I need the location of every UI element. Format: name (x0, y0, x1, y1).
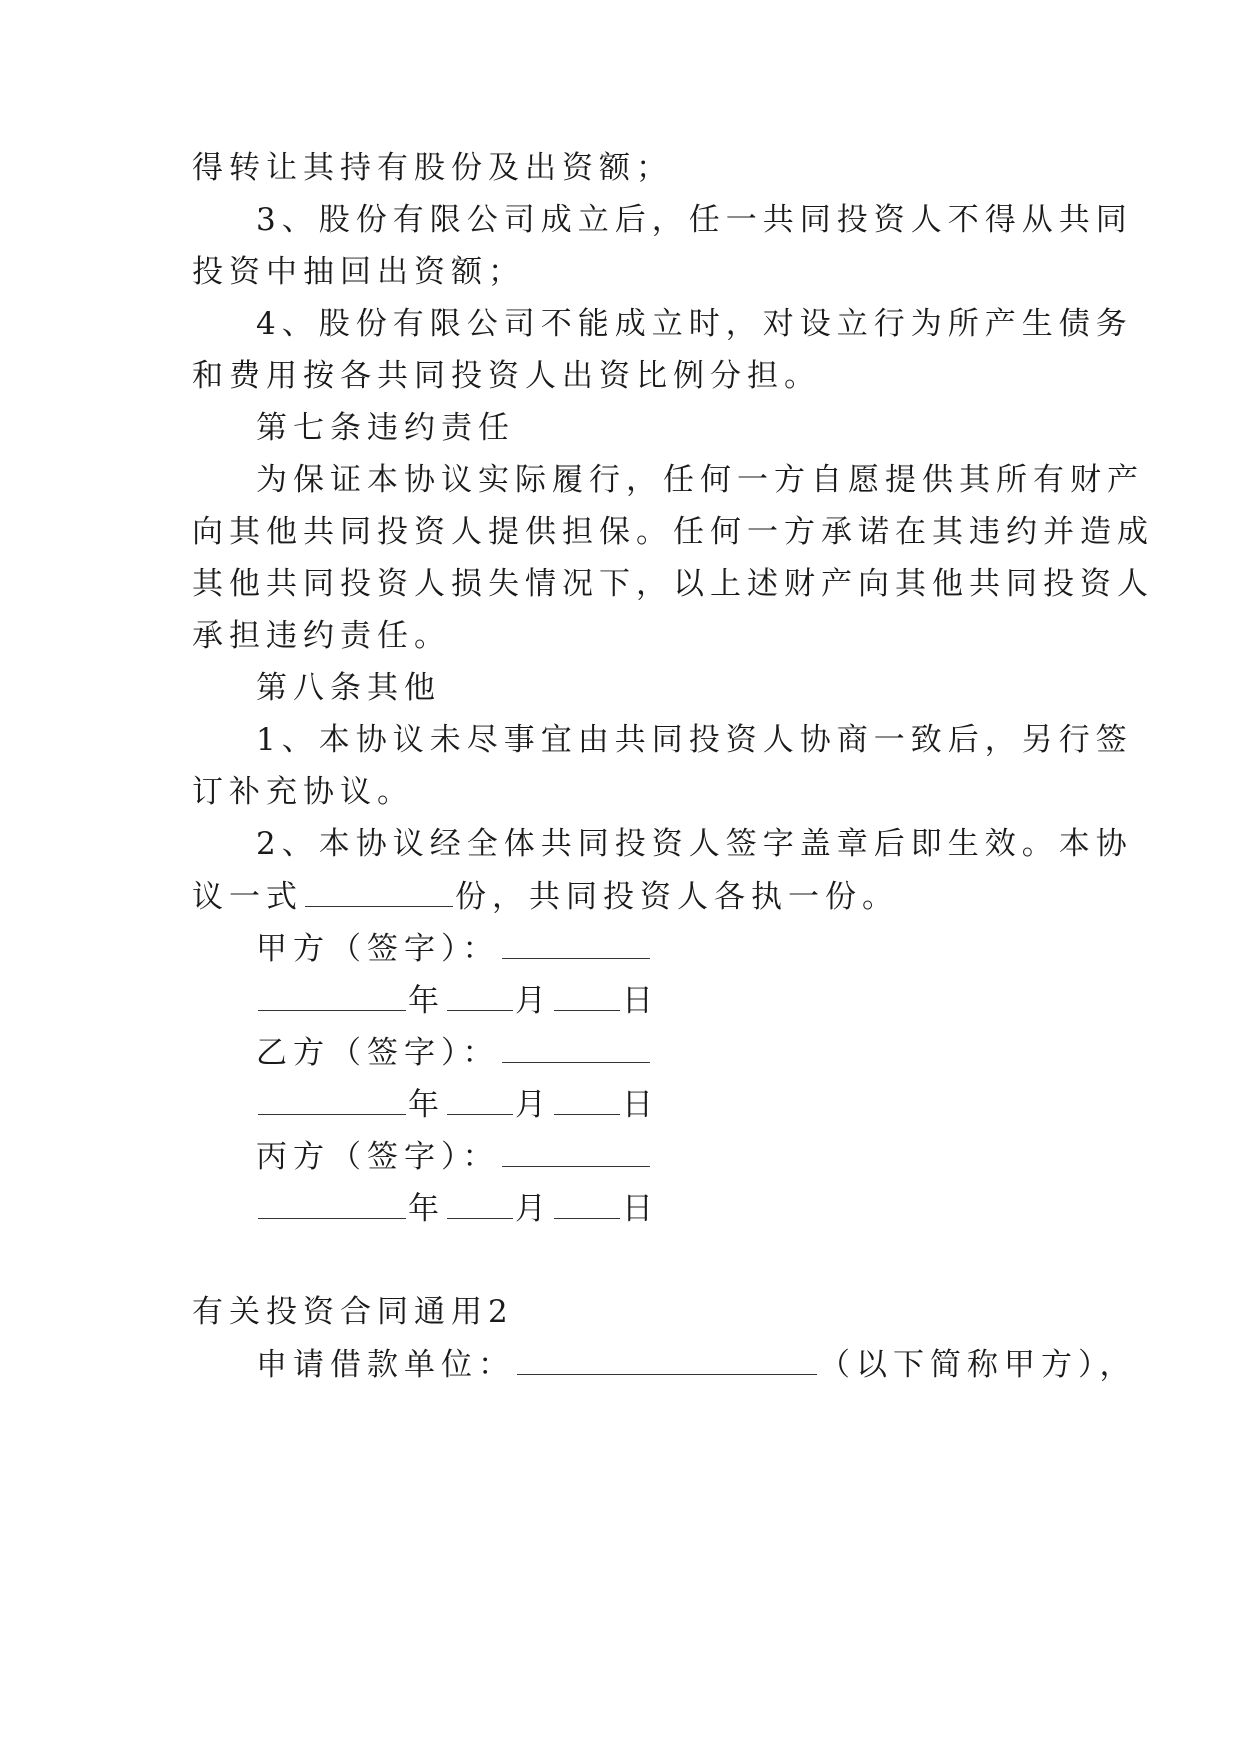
text-line: 承担违约责任。 (192, 618, 451, 654)
month-label: 月 (515, 1087, 552, 1123)
signature-blank[interactable] (502, 928, 650, 959)
copies-line (192, 876, 1072, 917)
text-line: 订补充协议。 (192, 774, 414, 810)
signature-label: 丙方（签字）： (256, 1139, 500, 1175)
article-heading: 第八条其他 (256, 670, 441, 706)
applicant-blank[interactable] (517, 1344, 817, 1375)
day-blank[interactable] (554, 1084, 620, 1115)
article-heading: 第七条违约责任 (256, 410, 515, 446)
year-label: 年 (408, 983, 445, 1019)
text-line: 得转让其持有股份及出资额； (192, 150, 673, 186)
month-blank[interactable] (447, 1084, 513, 1115)
applicant-suffix: （以下简称甲方）， (819, 1347, 1137, 1383)
text-line: 为保证本协议实际履行，任何一方自愿提供其所有财产 (256, 462, 1144, 498)
day-label: 日 (622, 1191, 659, 1227)
signature-line-party-b (256, 1032, 1136, 1073)
text-line: 和费用按各共同投资人出资比例分担。 (192, 358, 821, 394)
signature-blank[interactable] (502, 1032, 650, 1063)
text-line: 2、本协议经全体共同投资人签字盖章后即生效。本协 (256, 826, 1133, 862)
day-blank[interactable] (554, 1188, 620, 1219)
date-line-party-c (256, 1188, 1136, 1229)
date-line-party-b (256, 1084, 1136, 1125)
year-blank[interactable] (258, 1084, 406, 1115)
month-blank[interactable] (447, 980, 513, 1011)
text-line: 向其他共同投资人提供担保。任何一方承诺在其违约并造成 (192, 514, 1154, 550)
copies-suffix: 份，共同投资人各执一份。 (455, 879, 899, 915)
day-label: 日 (622, 983, 659, 1019)
signature-blank[interactable] (502, 1136, 650, 1167)
signature-line-party-c (256, 1136, 1136, 1177)
applicant-line (256, 1344, 1136, 1385)
signature-line-party-a (256, 928, 1136, 969)
month-blank[interactable] (447, 1188, 513, 1219)
copies-count-blank[interactable] (305, 876, 453, 907)
signature-label: 甲方（签字）： (256, 931, 500, 967)
text-line: 3、股份有限公司成立后，任一共同投资人不得从共同 (256, 202, 1133, 238)
applicant-label: 申请借款单位： (256, 1347, 515, 1383)
text-line: 其他共同投资人损失情况下，以上述财产向其他共同投资人 (192, 566, 1154, 602)
year-label: 年 (408, 1191, 445, 1227)
year-blank[interactable] (258, 980, 406, 1011)
year-label: 年 (408, 1087, 445, 1123)
date-line-party-a (256, 980, 1136, 1021)
day-label: 日 (622, 1087, 659, 1123)
month-label: 月 (515, 1191, 552, 1227)
section-title: 有关投资合同通用2 (192, 1294, 514, 1330)
year-blank[interactable] (258, 1188, 406, 1219)
month-label: 月 (515, 983, 552, 1019)
signature-label: 乙方（签字）： (256, 1035, 500, 1071)
text-line: 4、股份有限公司不能成立时，对设立行为所产生债务 (256, 306, 1133, 342)
copies-prefix: 议一式 (192, 879, 303, 915)
text-line: 1、本协议未尽事宜由共同投资人协商一致后，另行签 (256, 722, 1133, 758)
day-blank[interactable] (554, 980, 620, 1011)
text-line: 投资中抽回出资额； (192, 254, 525, 290)
